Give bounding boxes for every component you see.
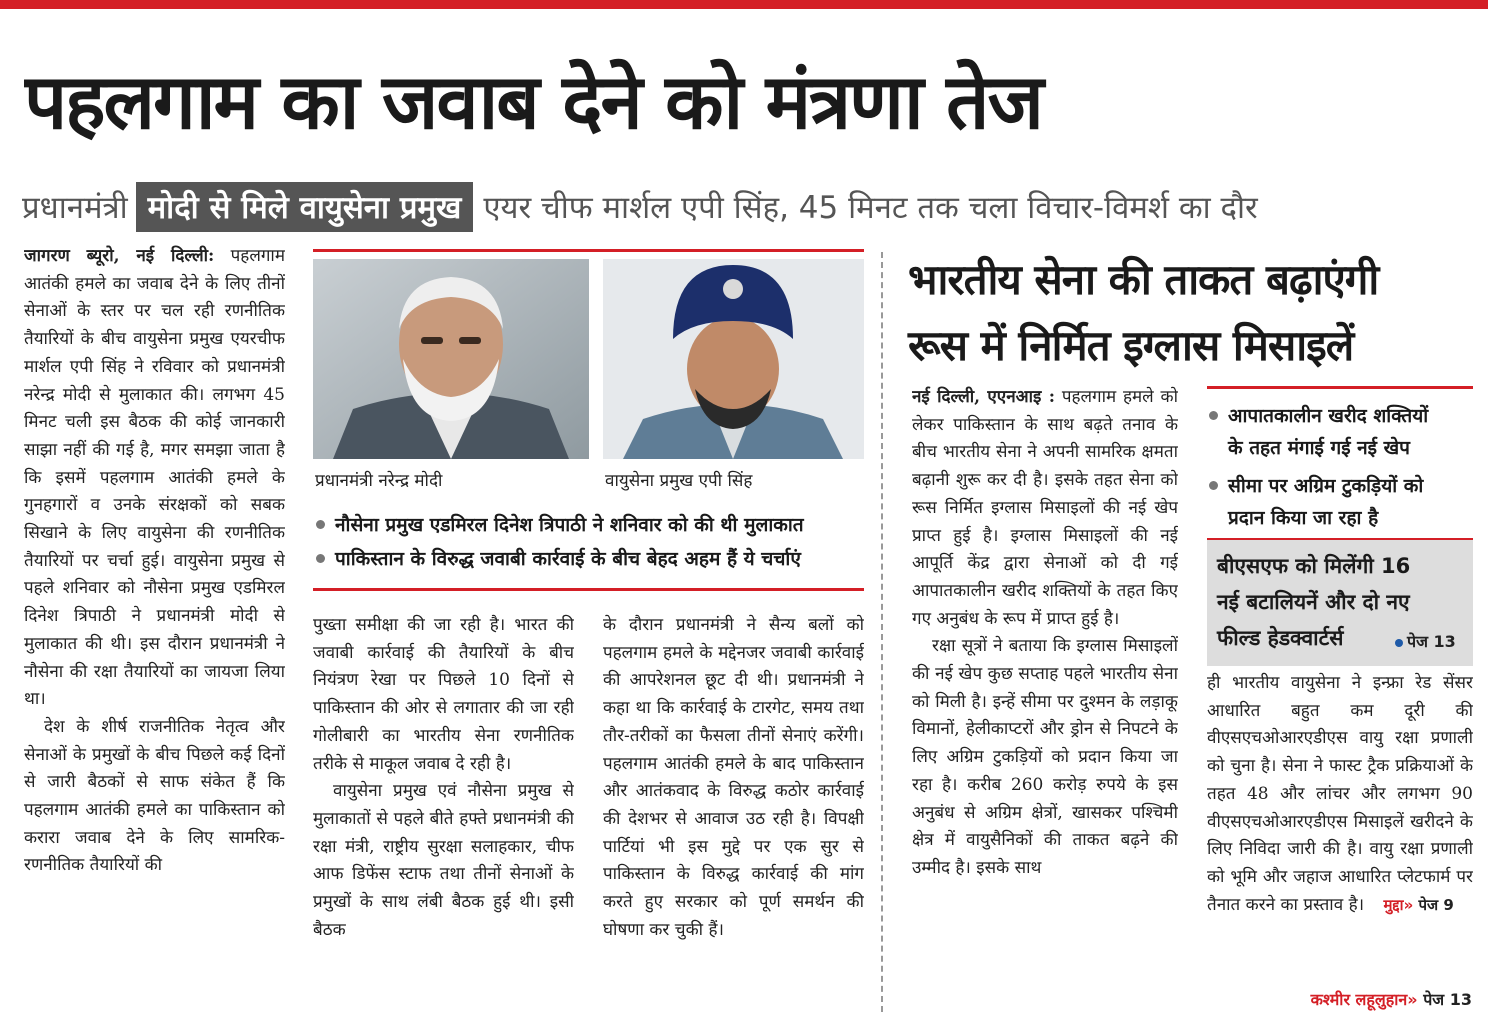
chevron-right-icon: »	[1403, 895, 1414, 914]
photo-block-bottom-rule	[313, 588, 864, 591]
bullet-dot-icon	[1209, 411, 1218, 420]
subheadline	[22, 178, 1472, 236]
bsf-teaser-box	[1207, 538, 1473, 666]
chevron-right-icon: »	[1407, 990, 1418, 1009]
bsf-line2: नई बटालियनें और दो नए	[1217, 590, 1410, 614]
story2-bullet-1-line2: के तहत मंगाई गई नई खेप	[1228, 437, 1410, 459]
photo-block-top-rule	[313, 249, 864, 252]
deck-highlight: मोदी से मिले वायुसेना प्रमुख	[136, 182, 474, 232]
kashmir-label: कश्मीर लहूलुहान	[1310, 990, 1408, 1009]
story2-bullet-2-line1: सीमा पर अग्रिम टुकड़ियों को	[1228, 475, 1424, 497]
kashmir-page: पेज 13	[1423, 990, 1472, 1009]
col3-paragraph-1: के दौरान प्रधानमंत्री ने सैन्य बलों को पहलगाम हमले के मद्देनजर जवाबी कार्रवाई की आपरेशनल छूट दी थी। प्रधानमंत्री ने कहा था कि कार्रवाई के टारगेट, समय तथा तौर-तरीकों का फैसला तीनों सेनाएं करेंगी। पहलगाम आतंकी हमले के बाद पाकिस्तान और आतंकवाद के विरुद्ध कठोर कार्रवाई की देशभर से आवाज उठ रही है। विपक्षी पार्टियां भी इस मुद्दे पर एक सुर से पाकिस्तान के विरुद्ध कार्रवाई की मांग करते हुए सरकार को पूर्ण समर्थन की घोषणा कर चुकी हैं।	[603, 615, 864, 940]
story2-col2-text: ही भारतीय वायुसेना ने इन्फ्रा रेड सेंसर आधारित बहुत कम दूरी की वीएसएचओआरएडीएस वायु रक्षा प्रणाली को चुना है। सेना ने फास्ट ट्रैक प्रक्रियाओं के तहत 48 और लांचर और लगभग 90 वीएसएचओआरएडीएस मिसाइलें खरीदने के लिए निविदा जारी की है। वायु रक्षा प्रणाली को भूमि और जहाज आधारित प्लेटफार्म पर तैनात करने का प्रस्ताव है।	[1207, 673, 1473, 915]
story2-bullet-1-line1: आपातकालीन खरीद शक्तियों	[1228, 405, 1429, 427]
modi-photo	[313, 259, 589, 459]
deck-lead: प्रधानमंत्री	[22, 190, 128, 226]
photo-bullet-1-text: नौसेना प्रमुख एडमिरल दिनेश त्रिपाठी ने शनिवार को की थी मुलाकात	[335, 514, 804, 536]
story1-column-1	[24, 243, 285, 1015]
bsf-page-link[interactable]	[1395, 630, 1456, 652]
bullet-dot-icon	[1209, 481, 1218, 490]
air-chief-photo	[603, 259, 864, 459]
col2-paragraph-1: पुख्ता समीक्षा की जा रही है। भारत की जवाबी कार्रवाई की तैयारियों के बीच नियंत्रण रेखा पर पिछले 10 दिनों से पाकिस्तान की ओर से लगातार की जा रही गोलीबारी का भारतीय सेना रणनीतिक तरीके से माकूल जवाब दे रही है।	[313, 615, 574, 774]
air-chief-caption: वायुसेना प्रमुख एपी सिंह	[605, 471, 753, 491]
photo-bullet-2-text: पाकिस्तान के विरुद्ध जवाबी कार्रवाई के बीच बेहद अहम हैं ये चर्चाएं	[335, 548, 801, 570]
mudda-label: मुद्दा	[1383, 895, 1404, 914]
story2-paragraph-1: पहलगाम हमले को लेकर पाकिस्तान के साथ बढ़ते तनाव के बीच भारतीय सेना ने अपनी सामरिक क्षमता बढ़ानी शुरू कर दी है। इसके तहत सेना को रूस निर्मित इग्लास मिसाइलों की नई खेप प्राप्त हुई है। इग्लास मिसाइलों की नई आपूर्ति केंद्र द्वारा सेनाओं को दी गई आपातकालीन खरीद शक्तियों के तहत किए गए अनुबंध के रूप में प्राप्त हुई है।	[912, 387, 1178, 629]
kashmir-page-link[interactable]	[1311, 988, 1472, 1010]
story2-bullet-2-line2: प्रदान किया जा रहा है	[1228, 507, 1379, 529]
story2-paragraph-2: रक्षा सूत्रों ने बताया कि इग्लास मिसाइलों की नई खेप कुछ सप्ताह पहले भारतीय सेना को मिली है। इन्हें सीमा पर दुश्मन के लड़ाकू विमानों, हेलीकाप्टरों और ड्रोन से निपटने के लिए अग्रिम टुकड़ियों को प्रदान किया जा रहा है। करीब 260 करोड़ रुपये के इस अनुबंध से अग्रिम क्षेत्रों, खासकर पश्चिमी क्षेत्र में वायुसैनिकों की ताकत बढ़ने की उम्मीद है। इसके साथ	[912, 636, 1178, 878]
mudda-page-link[interactable]	[1383, 896, 1453, 914]
story2-headline-line1: भारतीय सेना की ताकत बढ़ाएंगी	[908, 255, 1379, 304]
col2-paragraph-2: वायुसेना प्रमुख एवं नौसेना प्रमुख से मुलाकातों से पहले बीते हफ्ते प्रधानमंत्री की रक्षा मंत्री, राष्ट्रीय सुरक्षा सलाहकार, चीफ आफ डिफेंस स्टाफ तथा तीनों सेनाओं के प्रमुखों के साथ लंबी बैठक हुई थी। इसी बैठक	[313, 781, 574, 940]
bsf-page-ref: पेज 13	[1407, 632, 1456, 651]
story2-headline-line2: रूस में निर्मित इग्लास मिसाइलें	[908, 321, 1354, 370]
story1-column-3	[603, 612, 864, 1015]
mudda-page: पेज 9	[1418, 895, 1454, 914]
story2-bullet-1	[1209, 402, 1428, 460]
col1-paragraph-1: पहलगाम आतंकी हमले का जवाब देने के लिए तीनों सेनाओं के स्तर पर चल रही रणनीतिक तैयारियों के बीच वायुसेना प्रमुख एयरचीफ मार्शल एपी सिंह ने रविवार को प्रधानमंत्री नरेन्द्र मोदी से मुलाकात की। लगभग 45 मिनट चली इस बैठक की कोई जानकारी साझा नहीं की गई है, मगर समझा जाता है कि इसमें पहलगाम आतंकी हमले के गुनहगारों व उनके संरक्षकों को सबक सिखाने के लिए वायुसेना की रणनीतिक तैयारियों पर चर्चा हुई। वायुसेना प्रमुख से पहले शनिवार को नौसेना प्रमुख एडमिरल दिनेश त्रिपाठी ने प्रधानमंत्री मोदी से मुलाकात की थी। इस दौरान प्रधानमंत्री ने नौसेना की रक्षा तैयारियों का जायजा लिया था।	[24, 246, 285, 710]
story2-bullet-2	[1209, 472, 1423, 530]
story2-bullets-rule	[1207, 386, 1473, 389]
bullet-dot-icon	[316, 520, 325, 529]
bsf-line1: बीएसएफ को मिलेंगी 16	[1217, 554, 1411, 578]
column-divider	[881, 252, 883, 1012]
story2-column-2	[1207, 670, 1473, 970]
modi-caption: प्रधानमंत्री नरेन्द्र मोदी	[315, 471, 443, 491]
deck-rest: एयर चीफ मार्शल एपी सिंह, 45 मिनट तक चला विचार-विमर्श का दौर	[483, 190, 1258, 226]
story1-column-2	[313, 612, 574, 1015]
bullet-dot-icon	[316, 554, 325, 563]
photo-bullet-1	[316, 511, 804, 537]
bsf-line3: फील्ड हेडक्वार्टर्स	[1217, 626, 1344, 650]
page-dot-icon	[1395, 639, 1403, 647]
photo-bullet-2	[316, 545, 801, 571]
story2-byline: नई दिल्ली, एएनआइ :	[912, 387, 1055, 407]
top-red-bar	[0, 0, 1488, 9]
main-headline: पहलगाम का जवाब देने को मंत्रणा तेज	[24, 57, 1042, 146]
story1-byline: जागरण ब्यूरो, नई दिल्ली:	[24, 246, 215, 266]
col1-paragraph-2: देश के शीर्ष राजनीतिक नेतृत्व और सेनाओं के प्रमुखों के बीच पिछले कई दिनों से जारी बैठकों से साफ संकेत हैं कि पहलगाम आतंकी हमले का पाकिस्तान को करारा जवाब देने के लिए सामरिक-रणनीतिक तैयारियों की	[24, 716, 285, 876]
story2-column-1	[912, 384, 1178, 1014]
